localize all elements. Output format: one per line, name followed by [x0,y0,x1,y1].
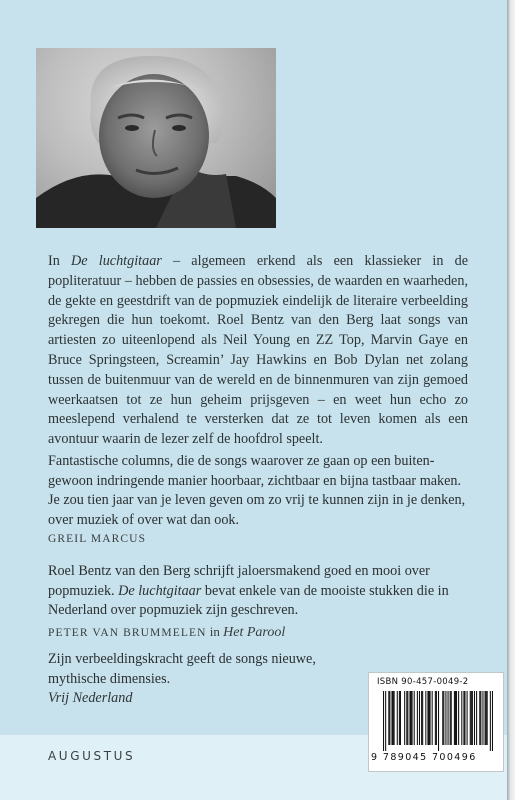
barcode-bar [490,691,491,751]
ean-left-group: 789045 [382,752,428,763]
quote-2-source: Het Parool [223,624,286,640]
quote-3-source: Vrij Nederland [48,690,133,707]
author-portrait-icon [36,48,276,228]
barcode-bar [463,691,464,745]
barcode-bar [480,691,481,745]
barcode-bar [479,691,480,745]
barcode-bar [421,691,422,745]
barcode-bar [482,691,483,745]
barcode-bar [404,691,405,745]
barcode-bar [472,691,473,745]
barcode-bar [425,691,426,745]
barcode-bar [458,691,459,745]
barcode-bar [492,691,493,751]
barcode-bar [448,691,449,745]
isbn-barcode [368,672,504,772]
barcode-bar [445,691,446,745]
quote-2-part1: Roel Bentz van den Berg schrijft jaloersmakend goed en mooi over popmuziek. [48,563,430,599]
quote-2-author: PETER VAN BRUMMELEN [48,626,207,639]
barcode-bar [487,691,488,745]
quote-2-text [48,562,468,621]
barcode-bar [383,691,384,751]
barcode-bar [422,691,423,745]
review-quote-1 [48,452,468,545]
quote-2-part2: bevat enkele van de mooiste stukken die in Nederland over popmuziek zijn geschreven. [48,582,449,619]
barcode-bar [471,691,472,745]
intro-prefix: In [48,253,72,269]
ean-digits [371,752,499,763]
barcode-bar [442,691,443,745]
barcode-bar [389,691,390,745]
isbn-number: ISBN 90-457-0049-2 [377,677,469,687]
barcode-bar [456,691,457,745]
quote-1-text: Fantastische columns, die de songs waarover ze gaan op een buitengewoon indringende manier hoorbaar, zichtbaar en bijna tastbaar maken. Je zou tien jaar van je leven geven om zo vrij te kunnen zijn in je denken, over muziek of over wat dan ook. [48,453,466,528]
page-edge-shadow [507,0,515,800]
barcode-bar [391,691,392,745]
book-title: De luchtgitaar [71,253,162,269]
barcode-bar [400,691,401,745]
barcode-bar [427,691,428,745]
quote-2-in: in [206,623,224,639]
barcode-bar [435,691,436,745]
barcode-bar [461,691,462,745]
review-quote-3 [48,650,348,709]
barcode-bar [455,691,456,745]
quote-1-author: GREIL MARCUS [48,533,147,546]
quote-3-text: Zijn verbeeldingskracht geeft de songs nieuwe, mythische dimensies. [48,651,316,687]
barcode-bar [417,691,418,745]
barcode-bar [470,691,471,745]
barcode-bar [476,691,477,745]
ean-right-group: 700496 [431,752,477,763]
quote-2-book-title: De luchtgitaar [118,582,202,599]
barcode-bar [450,691,451,745]
quote-2-attribution [48,624,468,641]
barcode-bar [419,691,420,745]
barcode-bar [411,691,412,745]
barcode-bar [414,691,415,745]
author-photo [36,48,276,228]
barcode-bar [432,691,433,745]
barcode-bar [407,691,408,745]
barcode-bar [394,691,395,745]
barcode-bar [428,691,429,745]
barcode-bar [467,691,468,745]
barcode-bar [454,691,455,745]
review-quote-2 [48,562,468,641]
barcode-bar [464,691,465,745]
barcode-bar [409,691,410,745]
barcode-bar [397,691,398,745]
barcode-bar [474,691,475,745]
barcode-bar [393,691,394,745]
barcode-bars-icon [383,691,493,751]
barcode-bar [406,691,407,745]
intro-body: – algemeen erkend als een klassieker in de popliteratuur – hebben de passies en obsessies, de waarden en waarheden, de gekte en geestdrift van de popmuziek eindelijk de literaire verbeelding gekregen die hun toekomt. Roel Bentz van den Berg laat songs van artiesten zo uiteenlopend als Neil Young en ZZ Top, Marvin Gaye en Bruce Springsteen, Screamin’ Jay Hawkins en Bob Dylan net zolang tussen de buitenmuur van de wereld en de binnenmuren van zijn gemoed weerkaatsen tot ze hun geheim prijsgeven – en weet hun echo zo meeslepend verhalend te versterken dat ze tot leven komen als een avontuur waarin de lezer zelf de hoofdrol speelt. [48,253,468,448]
barcode-bar [430,691,431,745]
publisher-name: AUGUSTUS [48,749,136,763]
ean-first-digit: 9 [371,752,379,763]
barcode-bar [385,691,386,751]
description-text [48,252,468,450]
barcode-bar [388,691,389,745]
barcode-bar [451,691,452,745]
barcode-bar [485,691,486,745]
barcode-bar [486,691,487,745]
barcode-bar [436,691,437,745]
barcode-bar [412,691,413,745]
barcode-bar [438,691,439,751]
barcode-bar [399,691,400,745]
barcode-bar [443,691,444,745]
